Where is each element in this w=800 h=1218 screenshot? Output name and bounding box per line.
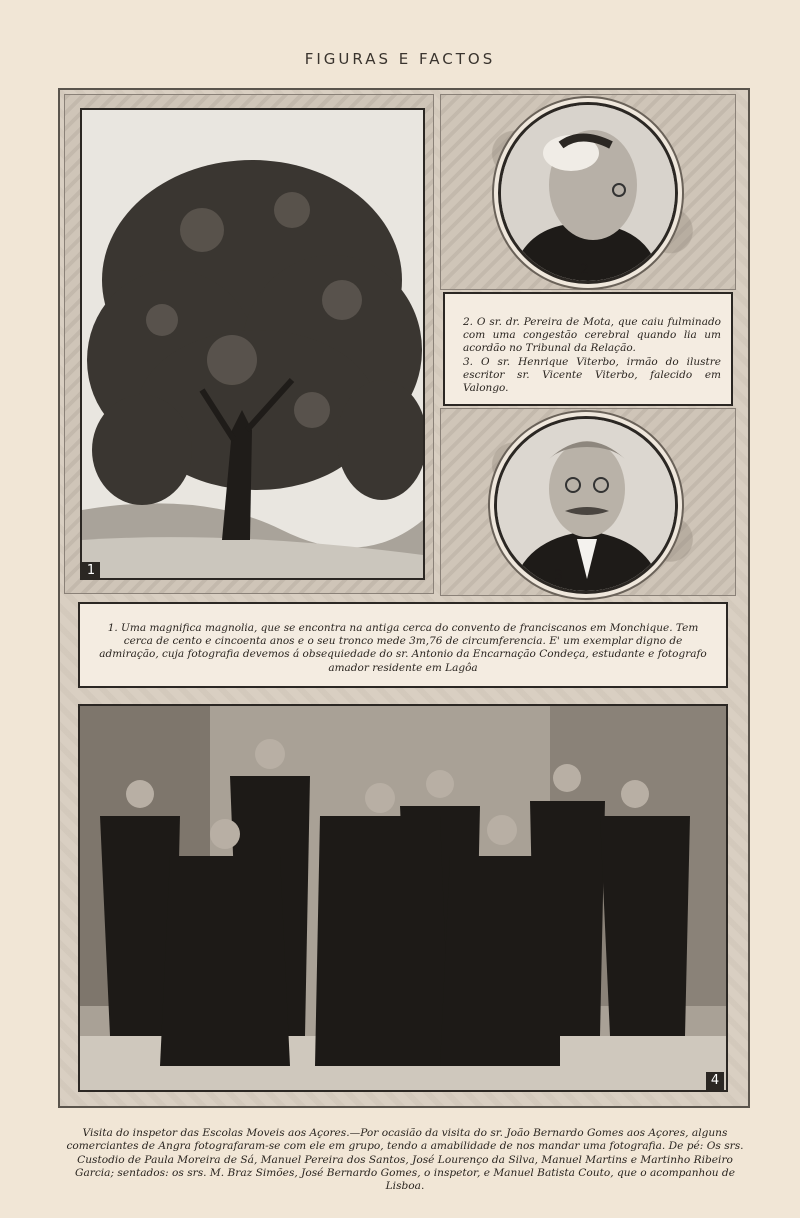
caption-portrait-2: 2. O sr. dr. Pereira de Mota, que caiu fulminado com uma congestão cerebral quando lia um acordão no Tribunal da Relação. — [463, 316, 721, 355]
figure-number-1: 1 — [82, 562, 100, 580]
page-title: FIGURAS E FACTOS — [304, 50, 496, 68]
portrait-henrique-viterbo — [494, 416, 678, 594]
figure-number-4: 4 — [706, 1072, 724, 1090]
caption-portrait-3: 3. O sr. Henrique Viterbo, irmão do ilustre escritor sr. Vicente Viterbo, falecido em Valongo. — [463, 355, 721, 395]
figure-number-3: 3 — [554, 568, 563, 584]
figure-number-2: 2 — [580, 262, 589, 278]
magnolia-tree-photo — [80, 108, 425, 580]
portrait-pereira-de-mota — [498, 102, 678, 284]
group-photo-angra-merchants — [78, 704, 728, 1092]
caption-portraits — [443, 292, 733, 406]
caption-magnolia: 1. Uma magnifica magnolia, que se encontra na antiga cerca do convento de franciscanos em Monchique. Tem cerca de cento e cincoenta anos e o seu tronco mede 3m,76 de circumferencia. E' um exemplar digno de admiração, cuja fotografia devemos á obsequiedade do sr. Antonio da Encarnação Condeça, estudante e fotografo amador residente em Lagôa — [78, 602, 728, 688]
caption-group-photo: Visita do inspetor das Escolas Moveis aos Açores.—Por ocasião da visita do sr. João Bernardo Gomes aos Açores, alguns comerciantes de Angra fotografaram-se com ele em grupo, tendo a amabilidade de nos mandar uma fotografia. De pé: Os srs. Custodio de Paula Moreira de Sá, Manuel Pereira dos Santos, José Lourenço da Silva, Manuel Martins e Martinho Ribeiro Garcia; sentados: os srs. M. Braz Simões, José Bernardo Gomes, o inspetor, e Manuel Batista Couto, que o acompanhou de Lisboa. — [66, 1127, 744, 1193]
